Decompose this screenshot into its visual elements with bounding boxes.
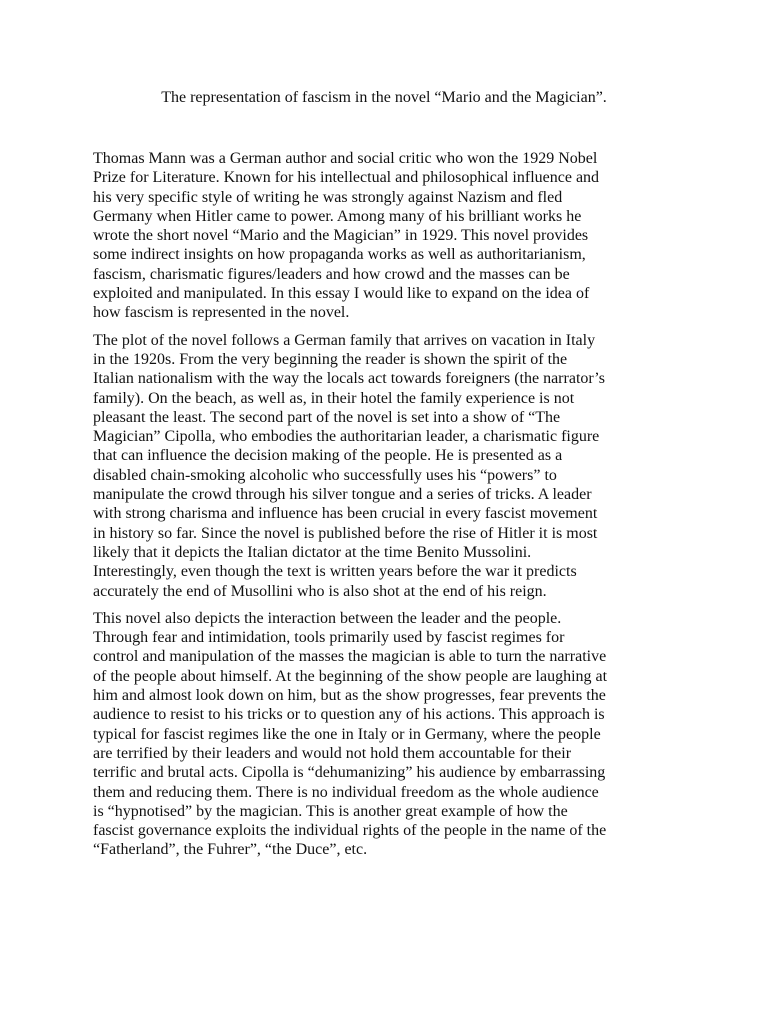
text-line: Through fear and intimidation, tools primarily used by fascist regimes for: [93, 629, 565, 647]
paragraph-3: [93, 609, 675, 860]
paragraph-2: [93, 331, 675, 601]
text-line: him and almost look down on him, but as the show progresses, fear prevents the: [93, 687, 606, 705]
text-line: them and reducing them. There is no individual freedom as the whole audience: [93, 783, 599, 801]
text-line: Interestingly, even though the text is written years before the war it predicts: [93, 563, 577, 581]
text-line: Thomas Mann was a German author and social critic who won the 1929 Nobel: [93, 150, 598, 167]
text-line: Prize for Literature. Known for his intellectual and philosophical influence and: [93, 169, 600, 187]
text-line: wrote the short novel “Mario and the Magician” in 1929. This novel provides: [93, 227, 589, 245]
text-line: exploited and manipulated. In this essay I would like to expand on the idea of: [93, 285, 590, 303]
document-title: The representation of fascism in the novel “Mario and the Magician”.: [161, 89, 607, 106]
text-line: Italian nationalism with the way the locals act towards foreigners (the narrator’s: [93, 370, 605, 388]
text-line: in history so far. Since the novel is published before the rise of Hitler it is most: [93, 524, 598, 542]
text-line: likely that it depicts the Italian dictator at the time Benito Mussolini.: [93, 543, 532, 561]
text-line: The plot of the novel follows a German family that arrives on vacation in Italy: [93, 331, 596, 349]
text-line: some indirect insights on how propaganda works as well as authoritarianism,: [93, 246, 586, 264]
text-line: is “hypnotised” by the magician. This is another great example of how the: [93, 802, 568, 820]
text-line: Magician” Cipolla, who embodies the authoritarian leader, a charismatic figure: [93, 428, 600, 446]
text-line: his very specific style of writing he was strongly against Nazism and fled: [93, 188, 563, 206]
text-line: in the 1920s. From the very beginning the reader is shown the spirit of the: [93, 350, 568, 368]
text-line: are terrified by their leaders and would not hold them accountable for their: [93, 744, 572, 762]
text-line: with strong charisma and influence has been crucial in every fascist movement: [93, 505, 598, 523]
text-line: fascist governance exploits the individual rights of the people in the name of the: [93, 822, 607, 840]
text-line: control and manipulation of the masses the magician is able to turn the narrative: [93, 648, 607, 666]
document-body: [93, 149, 675, 868]
text-line: how fascism is represented in the novel.: [93, 304, 350, 322]
text-line: that can influence the decision making of the people. He is presented as a: [93, 447, 563, 465]
text-line: terrific and brutal acts. Cipolla is “dehumanizing” his audience by embarrassing: [93, 764, 606, 782]
text-line: of the people about himself. At the beginning of the show people are laughing at: [93, 667, 608, 685]
text-line: fascism, charismatic figures/leaders and how crowd and the masses can be: [93, 265, 570, 283]
text-line: disabled chain-smoking alcoholic who successfully uses his “powers” to: [93, 466, 557, 484]
text-line: audience to resist to his tricks or to question any of his actions. This approach is: [93, 706, 605, 724]
text-line: typical for fascist regimes like the one in Italy or in Germany, where the people: [93, 725, 601, 743]
text-line: “Fatherland”, the Fuhrer”, “the Duce”, etc.: [93, 841, 368, 859]
text-line: Germany when Hitler came to power. Among many of his brilliant works he: [93, 207, 582, 225]
text-line: This novel also depicts the interaction between the leader and the people.: [93, 609, 562, 627]
text-line: family). On the beach, as well as, in their hotel the family experience is not: [93, 389, 575, 407]
text-line: pleasant the least. The second part of the novel is set into a show of “The: [93, 408, 561, 426]
text-line: accurately the end of Musollini who is also shot at the end of his reign.: [93, 582, 547, 600]
paragraph-1: [93, 149, 675, 323]
text-line: manipulate the crowd through his silver tongue and a series of tricks. A leader: [93, 486, 592, 504]
